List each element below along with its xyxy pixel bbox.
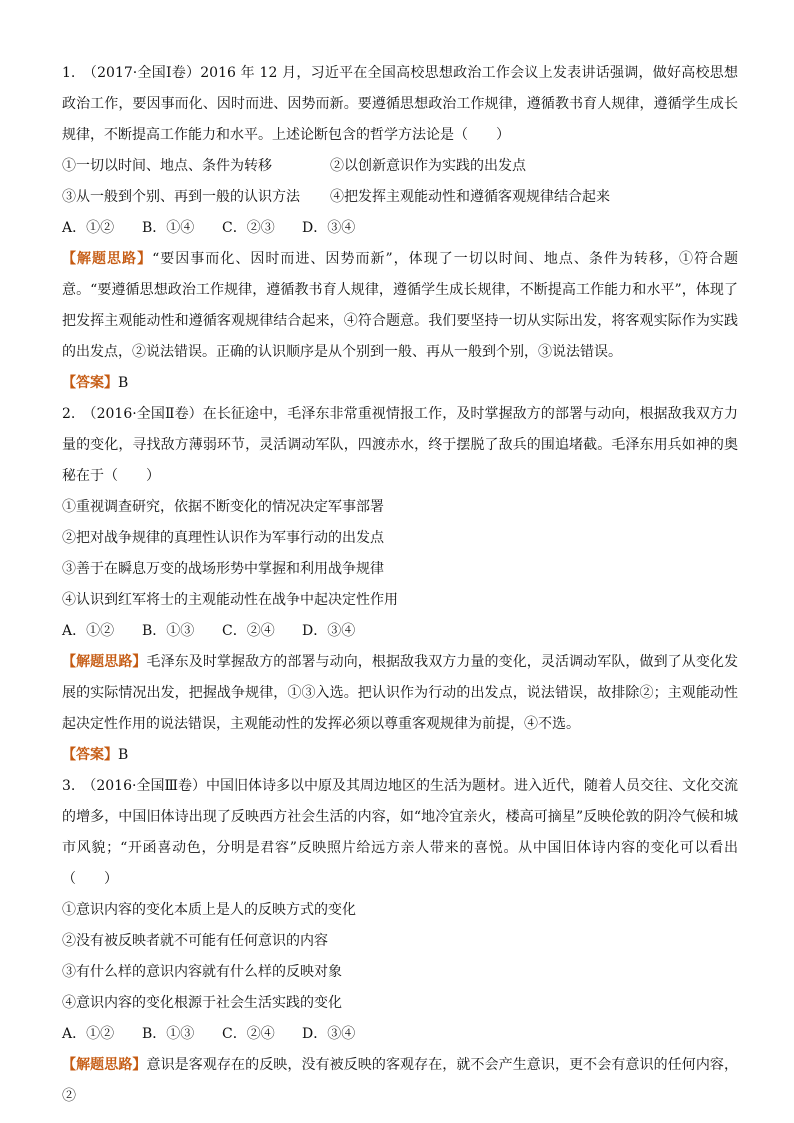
analysis-label: 【解题思路】 [62, 654, 147, 670]
analysis-text: “要因事而化、因时而进、因势而新”，体现了一切以时间、地点、条件为转移，①符合题意。“要遵循思想政治工作规律，遵循教书育人规律，遵循学生成长规律，不断提高工作能力和水平”，体现了把发挥主观能动性和遵循客观规律结合起来，④符合题意。我们要坚持一切从实际出发，将客观实际作为实践的出发点，②说法错误。正确的认识顺序是从个别到一般、再从一般到个别，③说法错误。 [62, 251, 739, 360]
question-2-analysis [62, 647, 738, 740]
analysis-label: 【解题思路】 [62, 1057, 147, 1073]
question-3-analysis [62, 1050, 738, 1112]
question-1-stem: 1. （2017·全国Ⅰ卷）2016 年 12 月，习近平在全国高校思想政治工作会议上发表讲话强调，做好高校思想政治工作，要因事而化、因时而进、因势而新。要遵循思想政治工作规律，遵循教书育人规律，遵循学生成长规律，不断提高工作能力和水平。上述论断包含的哲学方法论是（ ） [62, 65, 738, 143]
question-3-option-1: ①意识内容的变化本质上是人的反映方式的变化 [62, 902, 356, 918]
question-1-choice-b: B．①④ [142, 220, 195, 236]
document-page [62, 58, 738, 1112]
question-2-choice-c: C．②④ [222, 623, 275, 639]
question-2-option-4: ④认识到红军将士的主观能动性在战争中起决定性作用 [62, 592, 398, 608]
answer-label: 【答案】 [62, 375, 118, 391]
question-1-choice-c: C．②③ [222, 220, 275, 236]
answer-value: B [118, 375, 129, 391]
question-2-choice-b: B．①③ [142, 623, 195, 639]
analysis-text: 意识是客观存在的反映，没有被反映的客观存在，就不会产生意识，更不会有意识的任何内容，② [62, 1057, 739, 1104]
question-1-choice-d: D．③④ [302, 220, 356, 236]
question-1-options-row-2 [62, 182, 738, 213]
question-2-answer [62, 740, 738, 771]
question-1-option-2: ②以创新意识作为实践的出发点 [330, 158, 526, 174]
answer-value: B [118, 747, 129, 763]
analysis-text: 毛泽东及时掌握敌方的部署与动向，根据敌我双方力量的变化，灵活调动军队，做到了从变化发展的实际情况出发，把握战争规律，①③入选。把认识作为行动的出发点，说法错误，故排除②；主观能动性起决定性作用的说法错误，主观能动性的发挥必须以尊重客观规律为前提，④不选。 [62, 654, 739, 732]
answer-label: 【答案】 [62, 747, 118, 763]
question-1-analysis [62, 244, 738, 368]
question-2-option-3: ③善于在瞬息万变的战场形势中掌握和利用战争规律 [62, 561, 384, 577]
question-3-option-4: ④意识内容的变化根源于社会生活实践的变化 [62, 995, 342, 1011]
question-1-options-row-1 [62, 151, 738, 182]
question-3-choices [62, 1019, 738, 1050]
question-3-option-3: ③有什么样的意识内容就有什么样的反映对象 [62, 964, 342, 980]
question-1-option-1: ①一切以时间、地点、条件为转移 [62, 158, 272, 174]
question-3-choice-a: A．①② [62, 1026, 115, 1042]
question-1-choices [62, 213, 738, 244]
question-3-choice-b: B．①③ [142, 1026, 195, 1042]
question-1-answer [62, 368, 738, 399]
question-3-stem: 3. （2016·全国Ⅲ卷）中国旧体诗多以中原及其周边地区的生活为题材。进入近代，随着人员交往、文化交流的增多，中国旧体诗出现了反映西方社会生活的内容，如“地冷宜亲火，楼高可摘星”反映伦敦的阴冷气候和城市风貌；“开函喜动色，分明是君容”反映照片给远方亲人带来的喜悦。从中国旧体诗内容的变化可以看出（ ） [62, 778, 738, 887]
question-3-option-2: ②没有被反映者就不可能有任何意识的内容 [62, 933, 328, 949]
question-1-option-4: ④把发挥主观能动性和遵循客观规律结合起来 [330, 189, 610, 205]
question-1-option-3: ③从一般到个别、再到一般的认识方法 [62, 189, 300, 205]
question-2-choices [62, 616, 738, 647]
question-2-choice-d: D．③④ [302, 623, 356, 639]
analysis-label: 【解题思路】 [62, 251, 153, 267]
question-1-choice-a: A．①② [62, 220, 115, 236]
question-2-option-2: ②把对战争规律的真理性认识作为军事行动的出发点 [62, 530, 384, 546]
question-3-choice-c: C．②④ [222, 1026, 275, 1042]
question-2-stem: 2. （2016·全国Ⅱ卷）在长征途中，毛泽东非常重视情报工作，及时掌握敌方的部署与动向，根据敌我双方力量的变化，寻找敌方薄弱环节，灵活调动军队，四渡赤水，终于摆脱了敌兵的围追堵截。毛泽东用兵如神的奥秘在于（ ） [62, 406, 738, 484]
question-2-option-1: ①重视调查研究，依据不断变化的情况决定军事部署 [62, 499, 384, 515]
question-3-choice-d: D．③④ [302, 1026, 356, 1042]
question-2-choice-a: A．①② [62, 623, 115, 639]
